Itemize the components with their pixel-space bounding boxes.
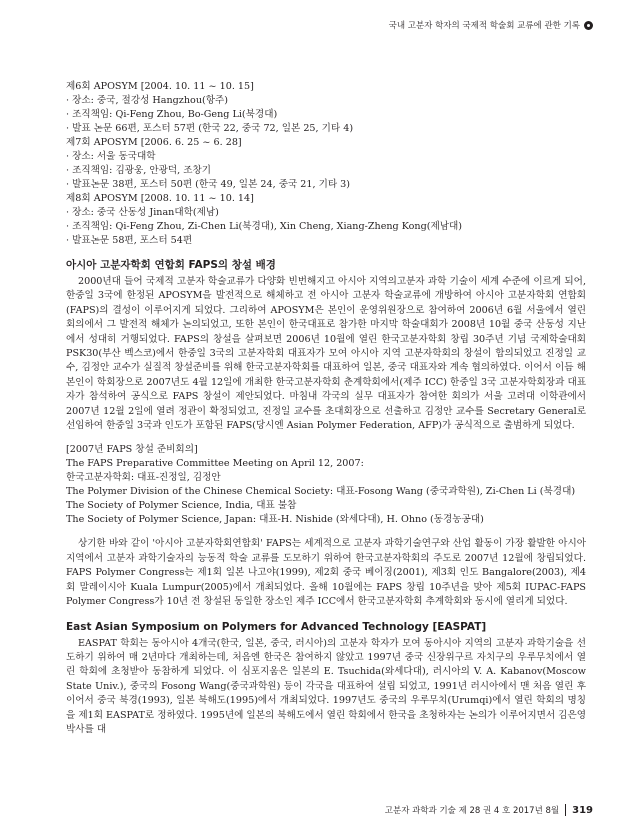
committee-line: The Society of Polymer Science, India, 대표 불참 [66,500,297,512]
meeting-item: · 장소: 서울 동국대학 [66,151,156,162]
meeting-item: · 장소: 중국 산동성 Jinan대학(제남) [66,207,219,218]
meeting-title: 제8회 APOSYM [2008. 10. 11 ~ 10. 14] [66,193,254,204]
committee-line: The Society of Polymer Science, Japan: 대표-H. Nishide (와세다대), H. Ohno (동경농공대) [66,514,484,526]
committee-line: The Polymer Division of the Chinese Chemical Society: 대표-Fosong Wang (중국과학원), Zi-Chen Li (북경대) [66,486,576,498]
meeting-block [66,136,586,192]
meeting-item: · 발표 논문 66편, 포스터 57편 (한국 22, 중국 72, 일본 25, 기타 4) [66,123,354,134]
section-heading: 아시아 고분자학회 연합회 FAPS의 창설 배경 [66,259,276,271]
page-footer [385,804,593,816]
main-content [66,80,586,737]
meeting-item: · 발표논문 38편, 포스터 50편 (한국 49, 일본 24, 중국 21, 기타 3) [66,179,351,190]
section-paragraph: 2000년대 들어 국제적 고분자 학술교류가 다양화 빈번해지고 아시아 지역의고분자 과학 기술이 세계 수준에 이르게 되어, 한중일 3국에 한정된 APOSYM을 발전적으로 해체하고 전 아시아 고분자 학술교류에 개방하여 아시아 고분자학회 연합회(FAPS)의 결성이 이루어지게 되었다. 그리하여 APOSYM은 본인이 운영위원장으로 참여하여 2006년 6월 서울에서 열린 회의에서 그 발전적 해체가 논의되었고, 또한 본인이 한국대표로 참가한 마지막 학술대회가 2008년 10월 중국 산동성 지난에서 성대히 거행되었다. FAPS의 창설을 살펴보면 2006년 10월에 열린 한국고분자학회 창립 30주년 기념 국제학술대회 PSK30(부산 벡스코)에서 한중일 3국의 고분자학회 대표자가 모여 아시아 지역 고분자학회의 창설이 합의되었고 진정일 교수, 김정안 교수가 실질적 창설준비를 위해 한국고분자학회를 대표하여 일본, 중국 대표자와 계속 협의하였다. 이어서 이듬 해 본인이 학회장으로 2007년도 4월 12일에 개최한 한국고분자학회 춘계학회에서(제주 ICC) 한중일 3국 고분자학회장과 대표자가 참석하여 공식으로 FAPS 창설이 제안되었다. 마침내 각국의 실무 대표자가 참여한 회의가 서울 고려대 이학관에서 2007년 12월 2일에 열려 정관이 확정되었고, 진정일 교수를 초대회장으로 선출하고 김정안 교수를 Secretary General로 선임하여 한중일 3국과 인도가 포함된 FAPS(당시엔 Asian Polymer Federation, AFP)가 공식적으로 출범하게 되었다. [66,276,586,432]
meeting-item: · 발표논문 58편, 포스터 54편 [66,235,193,246]
running-title: 국내 고분자 학자의 국제적 학술회 교류에 관한 기록 [388,21,580,31]
section-paragraph: 상기한 바와 같이 '아시아 고분자학회연합회' FAPS는 세계적으로 고분자 과학기술연구와 산업 활동이 가장 활발한 아시아 지역에서 고분자 과학기술자의 능동적 학술 교류를 도모하기 위하여 한국고분자학회의 주도로 2007년 12월에 창립되었다. FAPS Polymer Congress는 제1회 일본 나고야(1999), 제2회 중국 베이징(2001), 제3회 인도 Bangalore(2003), 제4회 말레이시아 Kuala Lumpur(2005)에서 개최되었다. 올해 10월에는 FAPS 창립 10주년을 맞아 제5회 IUPAC-FAPS Polymer Congress가 10년 전 창설된 동일한 장소인 제주 ICC에서 한국고분자학회 추계학회와 동시에 열리게 되었다. [66,538,586,608]
footer-divider [565,804,566,816]
committee-list [66,443,586,527]
meeting-title: 제6회 APOSYM [2004. 10. 11 ~ 10. 15] [66,81,254,92]
meeting-item: · 조직책임: 김광웅, 안광덕, 조창기 [66,165,212,176]
meeting-title: 제7회 APOSYM [2006. 6. 25 ~ 6. 28] [66,137,242,148]
section-paragraph: EASPAT 학회는 동아시아 4개국(한국, 일본, 중국, 러시아)의 고분자 학자가 모여 동아시아 지역의 고분자 과학기술을 선도하기 위하여 매 2년마다 개최하는데, 처음엔 한국은 참여하지 않았고 1997년 중국 신장위구르 자치구의 우루무치에서 열린 학회에 초청받아 동참하게 되었다. 이 심포지움은 일본의 E. Tsuchida(와세다대), 러시아의 V. A. Kabanov(Moscow State Univ.), 중국의 Fosong Wang(중국과학원) 등이 각국을 대표하여 설립 되었고, 1991년 러시아에서 맨 처음 열린 후 이어서 중국 북경(1993), 일본 북해도(1995)에서 개최되었다. 1997년도 중국의 우루무치(Urumqi)에서 열린 학회의 명칭을 제1회 EASPAT로 정하였다. 1995년에 일본의 북해도에서 열린 학회에서 한국을 초청하자는 논의가 이루어지면서 김은영박사를 대 [66,637,586,735]
meeting-item: · 조직책임: Qi-Feng Zhou, Bo-Geng Li(북경대) [66,109,278,120]
committee-line: [2007년 FAPS 창설 준비회의] [66,444,198,456]
committee-line: The FAPS Preparative Committee Meeting on April 12, 2007: [66,458,364,470]
meeting-block [66,192,586,248]
meeting-block [66,80,586,136]
meeting-item: · 조직책임: Qi-Feng Zhou, Zi-Chen Li(북경대), Xin Cheng, Xiang-Zheng Kong(제남대) [66,221,463,232]
page-number: 319 [572,804,593,816]
committee-line: 한국고분자학회: 대표-진정일, 김정안 [66,472,221,484]
section-heading: East Asian Symposium on Polymers for Advanced Technology [EASPAT] [66,620,487,633]
bullet-circle-icon [584,21,593,30]
journal-info: 고분자 과학과 기술 제 28 권 4 호 2017년 8월 [384,806,560,816]
meeting-item: · 장소: 중국, 절강성 Hangzhou(항주) [66,95,229,106]
running-header [389,19,593,31]
